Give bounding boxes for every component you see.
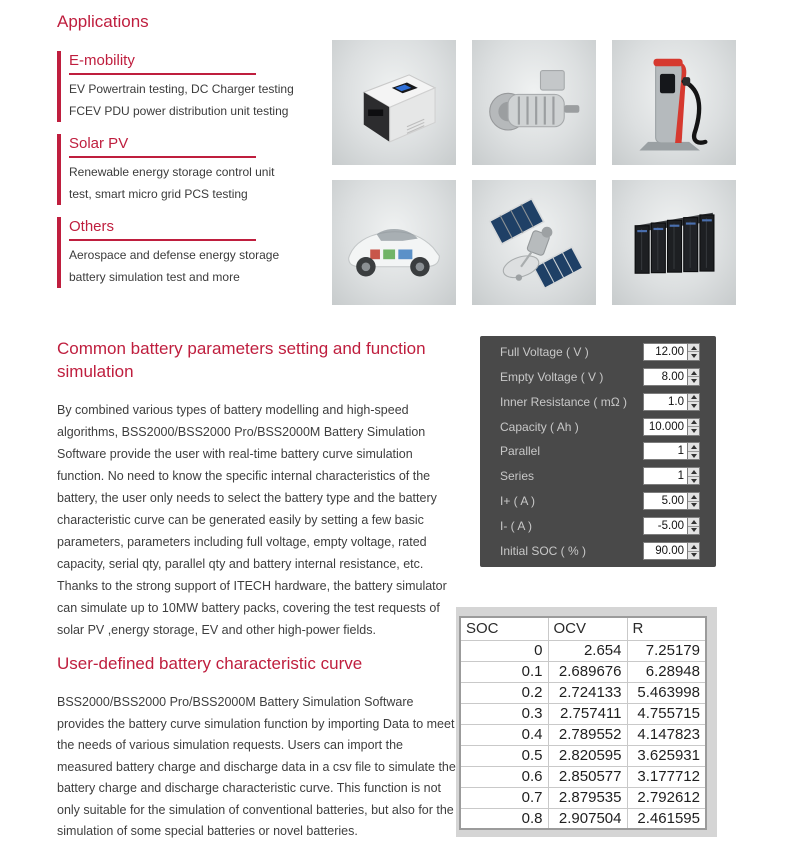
section-emobility-line-1: EV Powertrain testing, DC Charger testing xyxy=(69,82,294,96)
spinner-down-icon[interactable] xyxy=(688,551,699,560)
ocv-cell: 2.689676 xyxy=(548,661,627,682)
spinner-down-icon[interactable] xyxy=(688,451,699,460)
soc-cell: 0 xyxy=(460,640,548,661)
table-row xyxy=(460,745,706,766)
section-solar-pv-title: Solar PV xyxy=(69,134,256,158)
r-column-header: R xyxy=(627,617,706,640)
section-solar-pv-line-1: Renewable energy storage control unit xyxy=(69,165,275,179)
param-label: Capacity ( Ah ) xyxy=(500,419,579,434)
ocv-cell: 2.907504 xyxy=(548,808,627,829)
table-row xyxy=(460,682,706,703)
spinner-down-icon[interactable] xyxy=(688,526,699,535)
param-row-i-minus xyxy=(500,515,700,537)
r-cell: 3.625931 xyxy=(627,745,706,766)
spinner-up-icon[interactable] xyxy=(688,344,699,352)
initial-soc-input[interactable] xyxy=(643,542,687,560)
battery-parameters-panel xyxy=(480,336,716,567)
ocv-cell: 2.879535 xyxy=(548,787,627,808)
table-row xyxy=(460,703,706,724)
section-solar-pv-line-2: test, smart micro grid PCS testing xyxy=(69,187,248,201)
r-cell: 2.461595 xyxy=(627,808,706,829)
soc-cell: 0.3 xyxy=(460,703,548,724)
table-row xyxy=(460,766,706,787)
user-defined-section-heading: User-defined battery characteristic curve xyxy=(57,654,363,673)
section-others-line-1: Aerospace and defense energy storage xyxy=(69,248,280,262)
empty-voltage-input[interactable] xyxy=(643,368,687,386)
ocv-cell: 2.654 xyxy=(548,640,627,661)
i-plus-input[interactable] xyxy=(643,492,687,510)
param-row-series xyxy=(500,465,700,487)
spinner-down-icon[interactable] xyxy=(688,476,699,485)
section-others-title: Others xyxy=(69,217,256,241)
ev-charging-station-image xyxy=(612,40,736,165)
server-racks-icon xyxy=(620,189,728,297)
r-cell: 2.792612 xyxy=(627,787,706,808)
param-label: Empty Voltage ( V ) xyxy=(500,369,604,384)
spinner-up-icon[interactable] xyxy=(688,518,699,526)
param-label: I+ ( A ) xyxy=(500,494,536,509)
spinner-up-icon[interactable] xyxy=(688,468,699,476)
table-header-row xyxy=(460,617,706,640)
battery-curve-table xyxy=(456,607,717,837)
soc-column-header: SOC xyxy=(460,617,548,640)
common-section-paragraph: By combined various types of battery modelling and high-speed algorithms, BSS2000/BSS2000 Pro/BSS2000M Battery Simulation Software provide the user with real-time battery curve simulation function. No need to know the specific internal characteristics of the battery, the user only needs to select the battery type and the battery characteristic curve can be generated easily by setting a few basic parameters, parameters including full voltage, empty voltage, rated capacity, serial qty, parallel qty and battery internal resistance, etc. Thanks to the strong support of ITECH hardware, the battery simulator can simulate up to 10MW battery packs, covering the test requests of solar PV ,energy storage, EV and other high-power fields. xyxy=(57,403,447,637)
param-label: Initial SOC ( % ) xyxy=(500,544,587,559)
electric-motor-image xyxy=(472,40,596,165)
section-emobility xyxy=(57,51,294,122)
ocv-cell: 2.757411 xyxy=(548,703,627,724)
satellite-image xyxy=(472,180,596,305)
spinner-up-icon[interactable] xyxy=(688,443,699,451)
electric-motor-icon xyxy=(480,49,588,157)
parallel-input[interactable] xyxy=(643,442,687,460)
user-defined-section-paragraph: BSS2000/BSS2000 Pro/BSS2000M Battery Simulation Software provides the battery curve simulation function by importing Data to meet the needs of various simulation requests. Users can import the measured battery charge and discharge data in a csv file to simulate the battery charge and discharge characteristic curve. This function is not only suitable for the simulation of conventional batteries, but also for the simulation of some special batteries or novel batteries. xyxy=(57,695,456,838)
param-row-parallel xyxy=(500,440,700,462)
soc-cell: 0.5 xyxy=(460,745,548,766)
param-label: Series xyxy=(500,469,535,484)
spinner-down-icon[interactable] xyxy=(688,501,699,510)
spinner-up-icon[interactable] xyxy=(688,493,699,501)
spinner-down-icon[interactable] xyxy=(688,426,699,435)
electric-vehicle-icon xyxy=(340,189,448,297)
spinner-up-icon[interactable] xyxy=(688,369,699,377)
param-label: Parallel xyxy=(500,444,541,459)
table-row xyxy=(460,661,706,682)
r-cell: 6.28948 xyxy=(627,661,706,682)
i-minus-input[interactable] xyxy=(643,517,687,535)
inner-resistance-input[interactable] xyxy=(643,393,687,411)
electric-vehicle-image xyxy=(332,180,456,305)
r-cell: 5.463998 xyxy=(627,682,706,703)
param-label: Inner Resistance ( mΩ ) xyxy=(500,394,628,409)
common-section-heading: Common battery parameters setting and function simulation xyxy=(57,339,426,381)
full-voltage-input[interactable] xyxy=(643,343,687,361)
satellite-icon xyxy=(480,189,588,297)
series-input[interactable] xyxy=(643,467,687,485)
ocv-cell: 2.820595 xyxy=(548,745,627,766)
ocv-column-header: OCV xyxy=(548,617,627,640)
application-image-grid xyxy=(332,40,736,305)
param-label: Full Voltage ( V ) xyxy=(500,344,589,359)
section-emobility-title: E-mobility xyxy=(69,51,256,75)
param-row-i-plus xyxy=(500,490,700,512)
power-inverter-image xyxy=(332,40,456,165)
table-row xyxy=(460,724,706,745)
soc-cell: 0.7 xyxy=(460,787,548,808)
param-row-full-voltage xyxy=(500,341,700,363)
param-row-inner-resistance xyxy=(500,391,700,413)
ocv-cell: 2.724133 xyxy=(548,682,627,703)
spinner-up-icon[interactable] xyxy=(688,543,699,551)
power-inverter-icon xyxy=(340,49,448,157)
applications-title: Applications xyxy=(57,12,149,31)
param-row-initial-soc xyxy=(500,540,700,562)
server-racks-image xyxy=(612,180,736,305)
soc-cell: 0.6 xyxy=(460,766,548,787)
section-others-line-2: battery simulation test and more xyxy=(69,270,240,284)
param-row-capacity xyxy=(500,416,700,438)
r-cell: 4.755715 xyxy=(627,703,706,724)
ocv-cell: 2.850577 xyxy=(548,766,627,787)
r-cell: 7.25179 xyxy=(627,640,706,661)
table-row xyxy=(460,787,706,808)
spinner-up-icon[interactable] xyxy=(688,394,699,402)
capacity-input[interactable] xyxy=(643,418,687,436)
soc-cell: 0.2 xyxy=(460,682,548,703)
param-label: I- ( A ) xyxy=(500,519,533,534)
section-emobility-line-2: FCEV PDU power distribution unit testing xyxy=(69,104,289,118)
r-cell: 4.147823 xyxy=(627,724,706,745)
ev-charging-station-icon xyxy=(620,49,728,157)
ocv-cell: 2.789552 xyxy=(548,724,627,745)
section-solar-pv xyxy=(57,134,274,205)
param-row-empty-voltage xyxy=(500,366,700,388)
spinner-down-icon[interactable] xyxy=(688,401,699,410)
spinner-up-icon[interactable] xyxy=(688,419,699,427)
table-row xyxy=(460,808,706,829)
soc-cell: 0.1 xyxy=(460,661,548,682)
spinner-down-icon[interactable] xyxy=(688,351,699,360)
soc-cell: 0.8 xyxy=(460,808,548,829)
table-row xyxy=(460,640,706,661)
soc-cell: 0.4 xyxy=(460,724,548,745)
section-others xyxy=(57,217,279,288)
r-cell: 3.177712 xyxy=(627,766,706,787)
spinner-down-icon[interactable] xyxy=(688,376,699,385)
